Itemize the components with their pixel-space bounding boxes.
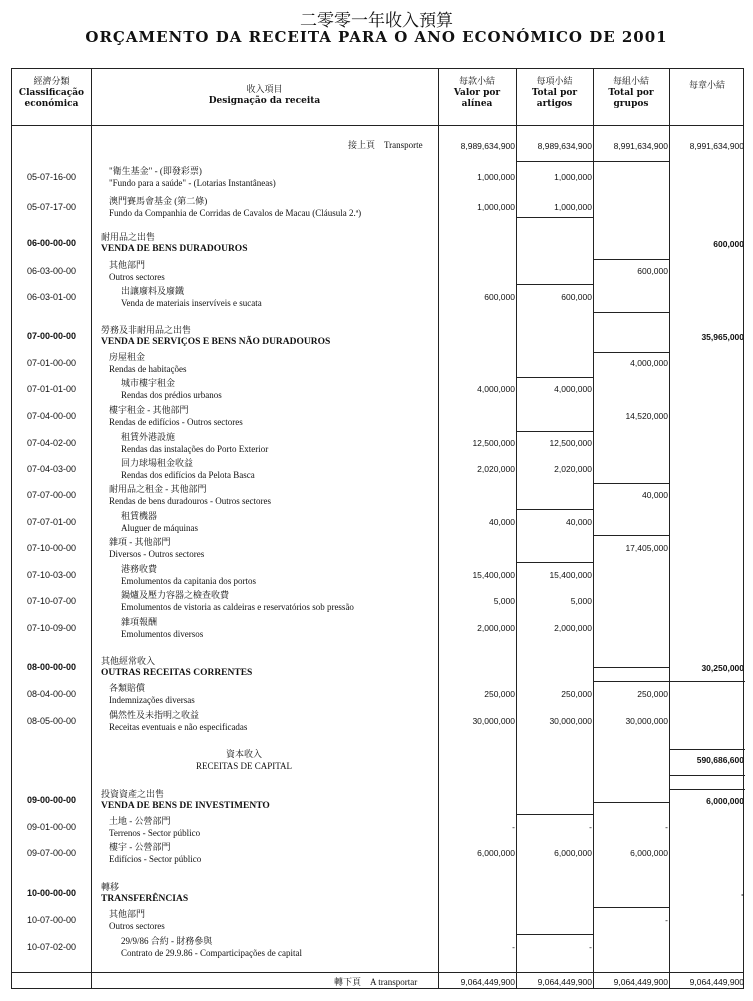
rule [593, 259, 669, 260]
row-label-pt: Rendas das instalações do Porto Exterior [121, 444, 269, 454]
row-alinea-value: 2,000,000 [477, 623, 515, 633]
row-code: 07-00-00-00 [27, 331, 77, 341]
rule [669, 775, 745, 776]
row-label-pt: VENDA DE BENS DURADOUROS [101, 244, 248, 254]
transport-grupo: 8,991,634,900 [613, 141, 668, 151]
row-label-pt: Emolumentos de vistoria as caldeiras e reservatórios sob pressão [121, 602, 354, 612]
row-alinea-value: 4,000,000 [477, 384, 515, 394]
row-label-zh: 投資資產之出售 [101, 789, 165, 799]
row-label-pt: Outros sectores [109, 272, 165, 282]
row-label-zh: 其他部門 [109, 909, 146, 919]
row-capitulo-value: 35,965,000 [701, 332, 744, 342]
row-code: 07-10-03-00 [27, 570, 77, 580]
column-divider [593, 69, 594, 988]
column-divider [516, 69, 517, 988]
rule [593, 483, 669, 484]
row-artigo-value: 2,020,000 [554, 464, 592, 474]
row-capitulo-value: - [741, 889, 744, 899]
row-artigo-value: 5,000 [570, 596, 592, 606]
row-label-pt: "Fundo para a saúde" - (Lotarias Instantâneas) [109, 178, 276, 188]
rule [516, 934, 593, 935]
column-divider [669, 69, 670, 988]
row-code: 07-07-00-00 [27, 490, 77, 500]
row-code: 07-04-03-00 [27, 464, 77, 474]
row-code: 08-04-00-00 [27, 689, 77, 699]
transport-alinea: 8,989,634,900 [460, 141, 515, 151]
row-artigo-value: 6,000,000 [554, 848, 592, 858]
row-artigo-value: 600,000 [561, 292, 592, 302]
row-alinea-value: 12,500,000 [472, 438, 515, 448]
row-label-pt: Receitas eventuais e não especificadas [109, 722, 248, 732]
transport-artigo: 8,989,634,900 [537, 141, 592, 151]
row-label-zh: 29/9/86 合約 - 財務參與 [121, 936, 213, 946]
row-artigo-value: 12,500,000 [549, 438, 592, 448]
row-capitulo-value: 590,686,600 [696, 755, 744, 765]
row-label-zh: 各類賠償 [109, 683, 146, 693]
rule [516, 431, 593, 432]
row-label-pt: Edifícios - Sector público [109, 854, 202, 864]
row-label-pt: Rendas de edifícios - Outros sectores [109, 417, 243, 427]
header-divider [12, 125, 743, 126]
page-title-pt: ORÇAMENTO DA RECEITA PARA O ANO ECONÓMICO DE 2001 [85, 28, 668, 46]
row-label-pt: Indemnizações diversas [109, 695, 195, 705]
row-label-zh: 港務收費 [121, 564, 158, 574]
row-code: 07-01-01-00 [27, 384, 77, 394]
transport-capitulo: 8,991,634,900 [689, 141, 744, 151]
row-code: 07-07-01-00 [27, 517, 77, 527]
page-title-zh: 二零零一年收入預算 [300, 11, 453, 31]
row-code: 06-00-00-00 [27, 238, 77, 248]
row-label-zh: 轉移 [101, 882, 120, 892]
row-label-pt: VENDA DE BENS DE INVESTIMENTO [101, 801, 270, 811]
row-artigo-value: 2,000,000 [554, 623, 592, 633]
row-capitulo-value: 6,000,000 [706, 796, 744, 806]
row-alinea-value: 30,000,000 [472, 716, 515, 726]
rule [593, 667, 669, 668]
row-grupo-value: 250,000 [637, 689, 668, 699]
row-alinea-value: 5,000 [493, 596, 515, 606]
header-grupo: 每組小結 Total por grupos [608, 77, 654, 109]
row-code: 07-04-02-00 [27, 438, 77, 448]
row-code: 10-07-02-00 [27, 942, 77, 952]
header-designation: 收入項目 Designação da receita [208, 85, 321, 106]
row-label-zh: 城市樓宇租金 [121, 378, 176, 388]
row-alinea-value: - [512, 822, 515, 832]
row-label-pt: Contrato de 29.9.86 - Comparticipações de capital [121, 948, 302, 958]
row-grupo-value: 14,520,000 [625, 411, 668, 421]
row-label-pt: TRANSFERÊNCIAS [101, 894, 189, 904]
carry-label: 轉下頁 A transportar [334, 977, 418, 987]
row-label-zh: 鍋爐及壓力容器之檢查收費 [121, 590, 230, 600]
row-label-pt: Terrenos - Sector público [109, 828, 201, 838]
rule [593, 907, 669, 908]
row-label-zh: 租賃機器 [121, 511, 158, 521]
rule [669, 681, 745, 682]
row-alinea-value: 40,000 [489, 517, 515, 527]
rule [593, 161, 669, 162]
row-label-pt: Fundo da Companhia de Corridas de Cavalos de Macau (Cláusula 2.ª) [109, 208, 362, 218]
row-code: 09-01-00-00 [27, 822, 77, 832]
row-label-pt: Rendas de habitações [109, 364, 187, 374]
row-grupo-value: 600,000 [637, 266, 668, 276]
row-label-pt: Venda de materiais inservíveis e sucata [121, 298, 262, 308]
row-alinea-value: 1,000,000 [477, 202, 515, 212]
row-alinea-value: 250,000 [484, 689, 515, 699]
header-artigo: 每項小結 Total por artigos [531, 77, 578, 109]
row-label-pt: OUTRAS RECEITAS CORRENTES [101, 668, 253, 678]
row-code: 07-10-09-00 [27, 623, 77, 633]
row-code: 10-07-00-00 [27, 915, 77, 925]
row-grupo-value: 6,000,000 [630, 848, 668, 858]
rule [516, 284, 593, 285]
row-label-zh: 房屋租金 [109, 352, 146, 362]
rule [593, 681, 669, 682]
rule [516, 217, 593, 218]
row-alinea-value: - [512, 942, 515, 952]
row-code: 07-10-07-00 [27, 596, 77, 606]
row-code: 07-01-00-00 [27, 358, 77, 368]
row-artigo-value: - [589, 942, 592, 952]
row-artigo-value: 4,000,000 [554, 384, 592, 394]
row-label-zh: "衛生基金" - (即發彩票) [109, 166, 202, 176]
row-label-pt: Diversos - Outros sectores [109, 549, 205, 559]
row-label-zh: 耐用品之出售 [101, 232, 156, 242]
rule [516, 509, 593, 510]
row-label-pt: Emolumentos da capitania dos portos [121, 576, 256, 586]
row-label-zh: 樓宇租金 - 其他部門 [109, 405, 189, 415]
row-label-pt: Rendas de bens duradouros - Outros sectores [109, 496, 271, 506]
row-artigo-value: 1,000,000 [554, 172, 592, 182]
row-alinea-value: 1,000,000 [477, 172, 515, 182]
header-capitulo: 每章小結 [688, 81, 725, 91]
row-label-zh: 回力球場租金收益 [121, 458, 194, 468]
row-grupo-value: - [665, 822, 668, 832]
rule [516, 161, 593, 162]
row-capitulo-value: 600,000 [713, 239, 744, 249]
row-label-zh: 樓宇 - 公營部門 [109, 842, 171, 852]
row-code: 09-07-00-00 [27, 848, 77, 858]
row-label-zh: 勞務及非耐用品之出售 [101, 325, 192, 335]
rule [516, 814, 593, 815]
row-code: 06-03-00-00 [27, 266, 77, 276]
row-grupo-value: 30,000,000 [625, 716, 668, 726]
transport-label: 接上頁 Transporte [348, 140, 423, 150]
header-classification: 經濟分類 Classificação económica [18, 77, 85, 109]
row-artigo-value: 250,000 [561, 689, 592, 699]
row-label-zh: 偶然性及未指明之收益 [109, 710, 200, 720]
row-code: 09-00-00-00 [27, 795, 77, 805]
column-divider [438, 69, 439, 988]
rule [516, 377, 593, 378]
rule [516, 562, 593, 563]
row-label-zh: 出讓廢料及廢鐵 [121, 286, 185, 296]
row-artigo-value: 30,000,000 [549, 716, 592, 726]
row-label-zh: 雜項 - 其他部門 [109, 537, 171, 547]
row-label-zh: 土地 - 公營部門 [109, 816, 171, 826]
footer-divider [12, 972, 743, 973]
rule [593, 312, 669, 313]
row-label-zh: 耐用品之租金 - 其他部門 [109, 484, 207, 494]
row-label-zh: 其他經常收入 [101, 656, 156, 666]
rule [593, 535, 669, 536]
carry-capitulo: 9,064,449,900 [689, 977, 744, 987]
rule [593, 352, 669, 353]
row-alinea-value: 600,000 [484, 292, 515, 302]
row-label-zh: 澳門賽馬會基金 (第二條) [109, 196, 208, 206]
row-code: 07-04-00-00 [27, 411, 77, 421]
row-code: 07-10-00-00 [27, 543, 77, 553]
row-label-pt: Aluguer de máquinas [121, 523, 198, 533]
column-divider [91, 69, 92, 988]
row-label-pt: Rendas dos prédios urbanos [121, 390, 222, 400]
rule [669, 789, 745, 790]
row-label-pt: Emolumentos diversos [121, 629, 204, 639]
row-label-zh: 租賃外港設施 [121, 432, 176, 442]
row-label-pt: VENDA DE SERVIÇOS E BENS NÃO DURADOUROS [101, 337, 331, 347]
rule [669, 749, 745, 750]
row-grupo-value: - [665, 915, 668, 925]
row-code: 10-00-00-00 [27, 888, 77, 898]
row-label-pt: Rendas dos edifícios da Pelota Basca [121, 470, 255, 480]
rule [593, 802, 669, 803]
row-capitulo-value: 30,250,000 [701, 663, 744, 673]
row-grupo-value: 4,000,000 [630, 358, 668, 368]
row-label-zh: 其他部門 [109, 260, 146, 270]
row-label-pt: RECEITAS DE CAPITAL [196, 761, 293, 771]
carry-grupo: 9,064,449,900 [613, 977, 668, 987]
row-artigo-value: 1,000,000 [554, 202, 592, 212]
row-label-zh: 資本收入 [226, 749, 263, 759]
row-grupo-value: 17,405,000 [625, 543, 668, 553]
carry-artigo: 9,064,449,900 [537, 977, 592, 987]
row-label-zh: 雜項報酬 [121, 617, 158, 627]
row-alinea-value: 6,000,000 [477, 848, 515, 858]
row-code: 08-05-00-00 [27, 716, 77, 726]
carry-alinea: 9,064,449,900 [460, 977, 515, 987]
row-alinea-value: 15,400,000 [472, 570, 515, 580]
row-artigo-value: 40,000 [566, 517, 592, 527]
row-grupo-value: 40,000 [642, 490, 668, 500]
row-artigo-value: - [589, 822, 592, 832]
row-label-pt: Outros sectores [109, 921, 165, 931]
row-code: 08-00-00-00 [27, 662, 77, 672]
budget-table [11, 68, 744, 989]
row-code: 05-07-17-00 [27, 202, 77, 212]
row-alinea-value: 2,020,000 [477, 464, 515, 474]
header-alinea: 每款小結 Valor por alínea [453, 77, 501, 109]
row-code: 05-07-16-00 [27, 172, 77, 182]
row-code: 06-03-01-00 [27, 292, 77, 302]
row-artigo-value: 15,400,000 [549, 570, 592, 580]
